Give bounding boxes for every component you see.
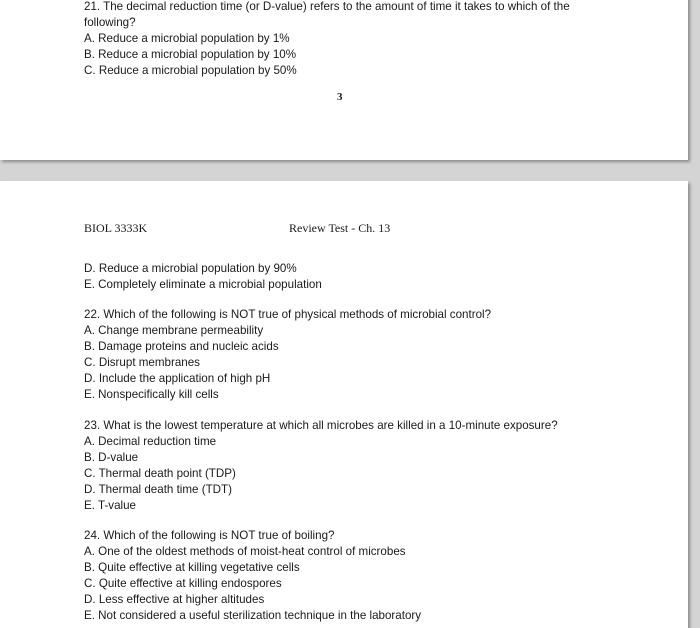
- question-21: [84, 0, 644, 79]
- question-21-option-a: A. Reduce a microbial population by 1%: [84, 32, 290, 45]
- header-course: BIOL 3333K: [84, 221, 148, 235]
- question-23-option-e: E. T-value: [84, 499, 136, 512]
- question-22-option-c: C. Disrupt membranes: [84, 356, 200, 369]
- question-21-continued: [84, 261, 644, 293]
- question-22-option-e: E. Nonspecifically kill cells: [84, 388, 219, 401]
- page-number: 3: [337, 91, 343, 103]
- header-title: Review Test - Ch. 13: [289, 221, 391, 235]
- document-page-4: [0, 181, 688, 628]
- question-21-option-e: E. Completely eliminate a microbial population: [84, 278, 322, 291]
- question-24-stem: 24. Which of the following is NOT true of boiling?: [84, 529, 335, 542]
- question-24: [84, 528, 644, 624]
- question-22-option-d: D. Include the application of high pH: [84, 372, 271, 385]
- question-23-option-b: B. D-value: [84, 451, 139, 464]
- question-24-option-c: C. Quite effective at killing endospores: [84, 577, 282, 590]
- document-page-3: [0, 0, 688, 160]
- question-21-option-b: B. Reduce a microbial population by 10%: [84, 48, 297, 61]
- question-22-option-a: A. Change membrane permeability: [84, 324, 264, 337]
- question-23: [84, 418, 644, 514]
- question-24-option-b: B. Quite effective at killing vegetative cells: [84, 561, 300, 574]
- question-22: [84, 307, 644, 403]
- question-22-option-b: B. Damage proteins and nucleic acids: [84, 340, 279, 353]
- question-24-option-e: E. Not considered a useful sterilization technique in the laboratory: [84, 609, 422, 622]
- question-23-option-a: A. Decimal reduction time: [84, 435, 217, 448]
- question-24-option-a: A. One of the oldest methods of moist-heat control of microbes: [84, 545, 406, 558]
- question-23-option-d: D. Thermal death time (TDT): [84, 483, 232, 496]
- question-24-option-d: D. Less effective at higher altitudes: [84, 593, 265, 606]
- question-21-stem-line-2: following?: [84, 16, 136, 29]
- question-22-stem: 22. Which of the following is NOT true of physical methods of microbial control?: [84, 308, 492, 321]
- question-21-option-d: D. Reduce a microbial population by 90%: [84, 262, 297, 275]
- question-21-option-c: C. Reduce a microbial population by 50%: [84, 64, 297, 77]
- question-23-stem: 23. What is the lowest temperature at which all microbes are killed in a 10-minute exposure?: [84, 419, 558, 432]
- question-21-stem-line-1: 21. The decimal reduction time (or D-value) refers to the amount of time it takes to which of the: [84, 0, 570, 13]
- question-23-option-c: C. Thermal death point (TDP): [84, 467, 236, 480]
